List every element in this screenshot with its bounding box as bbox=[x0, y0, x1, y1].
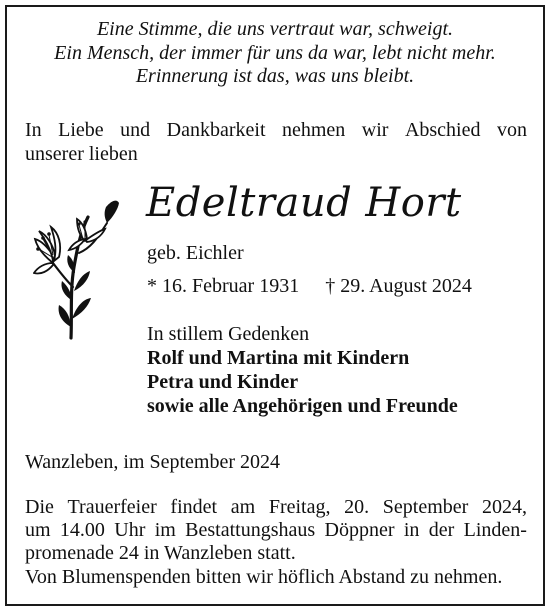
funeral-word: September bbox=[382, 496, 469, 518]
funeral-word: Trauerfeier bbox=[67, 496, 157, 518]
intro-line-1 bbox=[25, 119, 527, 143]
intro-word: nehmen bbox=[282, 119, 346, 141]
mourners-block bbox=[147, 322, 458, 418]
funeral-word: im bbox=[154, 519, 176, 542]
intro-word: Abschied bbox=[404, 119, 481, 141]
life-dates bbox=[147, 274, 472, 298]
funeral-word: der bbox=[428, 519, 455, 542]
funeral-word: findet bbox=[170, 496, 218, 518]
birth-name: geb. Eichler bbox=[147, 242, 244, 264]
funeral-line-4: Von Blumenspenden bitten wir höflich Abstand zu nehmen. bbox=[25, 565, 503, 588]
mourners-heading: In stillem Gedenken bbox=[147, 323, 310, 345]
verse-line-3: Erinnerung ist das, was uns bleibt. bbox=[135, 65, 415, 87]
funeral-word: 2024, bbox=[481, 496, 527, 518]
funeral-line-1 bbox=[25, 496, 527, 519]
deceased-name: Edeltraud Hort bbox=[146, 180, 462, 226]
intro-word: Liebe bbox=[58, 119, 104, 141]
mourner-line-3: sowie alle Angehörigen und Freunde bbox=[147, 395, 458, 417]
funeral-word: am bbox=[230, 496, 256, 518]
intro-word: von bbox=[496, 119, 527, 141]
funeral-word: Döppner bbox=[324, 519, 395, 542]
funeral-word: um bbox=[25, 519, 51, 542]
place-and-date: Wanzleben, im September 2024 bbox=[25, 451, 280, 473]
verse-line-1: Eine Stimme, die uns vertraut war, schweigt. bbox=[96, 18, 454, 40]
memorial-verse bbox=[0, 18, 550, 89]
farewell-intro bbox=[25, 119, 527, 166]
intro-word: wir bbox=[361, 119, 389, 141]
funeral-word: Die bbox=[25, 496, 54, 518]
intro-line-2: unserer lieben bbox=[25, 142, 138, 165]
intro-word: Dankbarkeit bbox=[166, 119, 266, 141]
intro-word: und bbox=[120, 119, 151, 141]
birth-date: * 16. Februar 1931 bbox=[147, 275, 300, 297]
funeral-line-2 bbox=[25, 519, 527, 542]
mourner-line-1: Rolf und Martina mit Kindern bbox=[147, 347, 410, 369]
intro-word: In bbox=[25, 119, 42, 141]
lily-flower-icon bbox=[33, 195, 123, 340]
verse-line-2: Ein Mensch, der immer für uns da war, lebt nicht mehr. bbox=[54, 41, 496, 64]
death-date: † 29. August 2024 bbox=[325, 275, 472, 297]
funeral-word: in bbox=[403, 519, 420, 542]
funeral-word: 20. bbox=[344, 496, 370, 518]
funeral-word: Freitag, bbox=[268, 496, 331, 518]
funeral-line-3: promenade 24 in Wanzleben statt. bbox=[25, 542, 296, 565]
funeral-word: 14.00 bbox=[59, 519, 105, 542]
mourner-line-2: Petra und Kinder bbox=[147, 371, 299, 393]
funeral-word: Linden- bbox=[463, 519, 527, 542]
funeral-word: Uhr bbox=[114, 519, 146, 542]
funeral-notice bbox=[25, 496, 527, 589]
funeral-word: Bestattungshaus bbox=[185, 519, 316, 542]
